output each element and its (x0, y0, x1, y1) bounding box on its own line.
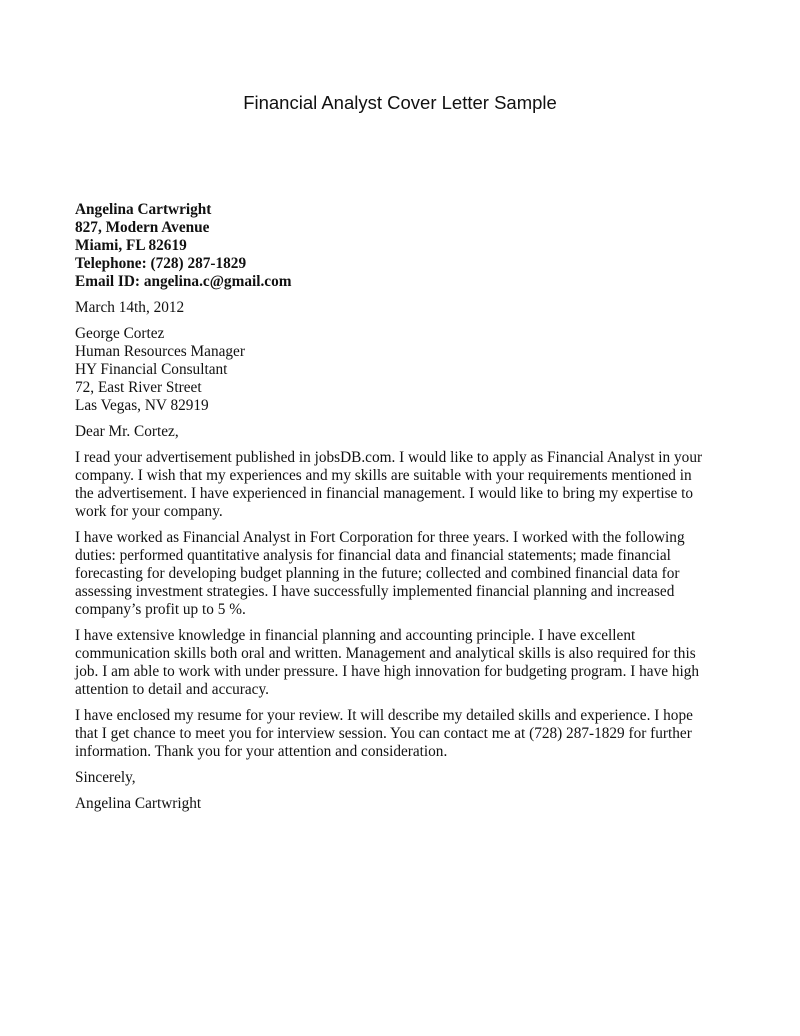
sender-email: Email ID: angelina.c@gmail.com (75, 273, 292, 290)
paragraph-4 (75, 707, 735, 761)
paragraph-3 (75, 627, 735, 699)
paragraph-line: company. I wish that my experiences and my skills are suitable with your requirements mentioned in (75, 467, 692, 484)
paragraph-line: forecasting for developing budget planning in the future; collected and combined financial data for (75, 565, 680, 582)
closing-block (75, 769, 735, 787)
paragraph-2 (75, 529, 735, 619)
paragraph-line: I have extensive knowledge in financial planning and accounting principle. I have excellent (75, 627, 636, 644)
recipient-name: George Cortez (75, 325, 165, 342)
recipient-address-line-1: 72, East River Street (75, 379, 202, 396)
paragraph-line: duties: performed quantitative analysis for financial data and financial statements; made financial (75, 547, 671, 564)
closing: Sincerely, (75, 769, 136, 786)
signature-name: Angelina Cartwright (75, 795, 202, 812)
paragraph-line: assessing investment strategies. I have successfully implemented financial planning and increased (75, 583, 675, 600)
paragraph-line: I have worked as Financial Analyst in Fort Corporation for three years. I worked with the following (75, 529, 685, 546)
paragraph-line: communication skills both oral and written. Management and analytical skills is also required for this (75, 645, 696, 662)
letter-date: March 14th, 2012 (75, 299, 185, 316)
paragraph-line: job. I am able to work with under pressure. I have high innovation for budgeting program. I have high (75, 663, 700, 680)
paragraph-line: the advertisement. I have experienced in financial management. I would like to bring my expertise to (75, 485, 694, 502)
paragraph-line: information. Thank you for your attention and consideration. (75, 743, 448, 760)
sender-address-line-1: 827, Modern Avenue (75, 219, 210, 236)
paragraph-1 (75, 449, 735, 521)
sender-block (75, 201, 735, 291)
signature-block (75, 795, 735, 813)
paragraph-line: work for your company. (75, 503, 223, 520)
paragraph-line: that I get chance to meet you for interview session. You can contact me at (728) 287-1829 for further (75, 725, 692, 742)
recipient-block (75, 325, 735, 415)
paragraph-line: attention to detail and accuracy. (75, 681, 269, 698)
paragraph-line: company’s profit up to 5 %. (75, 601, 246, 618)
salutation-block (75, 423, 735, 441)
sender-name: Angelina Cartwright (75, 201, 212, 218)
paragraph-line: I have enclosed my resume for your review. It will describe my detailed skills and experience. I hope (75, 707, 693, 724)
paragraph-line: I read your advertisement published in jobsDB.com. I would like to apply as Financial Analyst in your (75, 449, 703, 466)
salutation: Dear Mr. Cortez, (75, 423, 179, 440)
letter-date-block (75, 299, 735, 317)
letter-body (75, 201, 735, 813)
recipient-title: Human Resources Manager (75, 343, 245, 360)
recipient-company: HY Financial Consultant (75, 361, 228, 378)
document-title: Financial Analyst Cover Letter Sample (243, 92, 557, 113)
recipient-address-line-2: Las Vegas, NV 82919 (75, 397, 209, 414)
sender-telephone: Telephone: (728) 287-1829 (75, 255, 247, 272)
sender-address-line-2: Miami, FL 82619 (75, 237, 187, 254)
